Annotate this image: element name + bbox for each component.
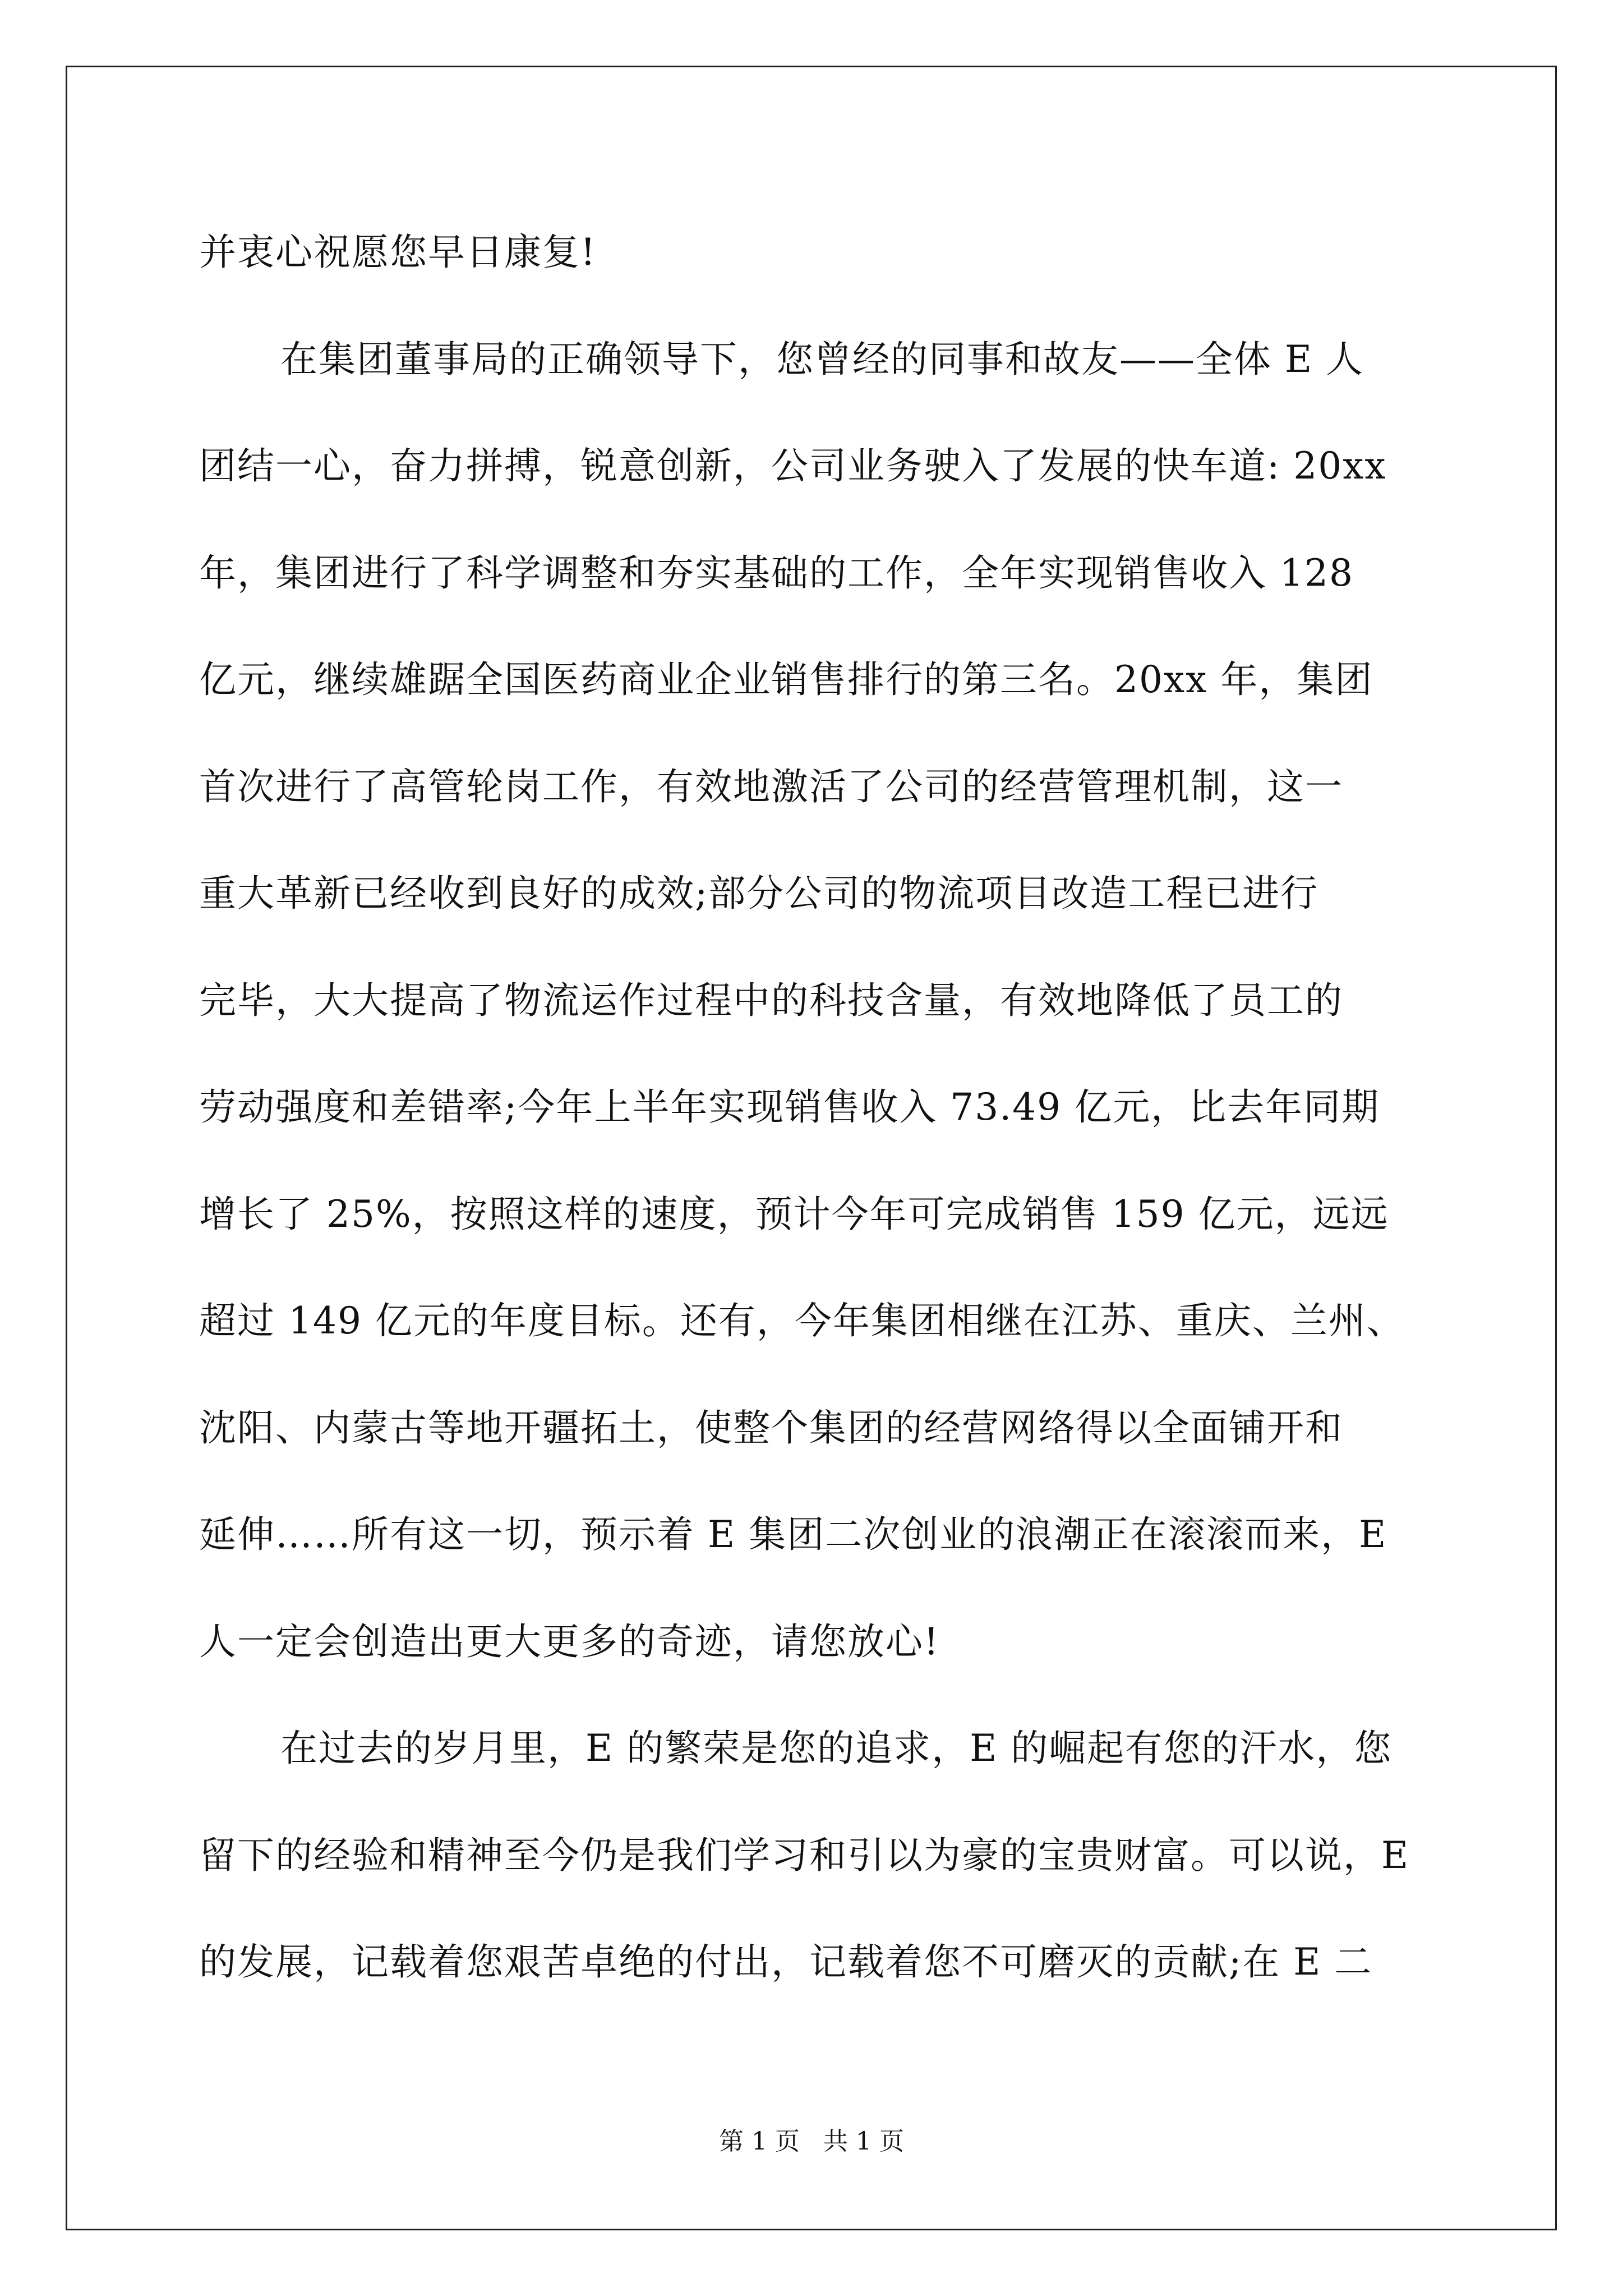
text-line: 人一定会创造出更大更多的奇迹，请您放心! (199, 1620, 940, 1663)
page-number-footer: 第 1 页 共 1 页 (719, 2127, 904, 2156)
text-line: 亿元，继续雄踞全国医药商业企业销售排行的第三名。20xx 年，集团 (199, 658, 1373, 701)
text-line: 沈阳、内蒙古等地开疆拓土，使整个集团的经营网络得以全面铺开和 (199, 1406, 1343, 1450)
page-border (66, 66, 1557, 2230)
text-line: 超过 149 亿元的年度目标。还有，今年集团相继在江苏、重庆、兰州、 (199, 1299, 1405, 1342)
text-line: 留下的经验和精神至今仍是我们学习和引以为豪的宝贵财富。可以说，E (199, 1834, 1410, 1877)
text-line: 增长了 25%，按照这样的速度，预计今年可完成销售 159 亿元，远远 (199, 1193, 1389, 1236)
text-line: 重大革新已经收到良好的成效;部分公司的物流项目改造工程已进行 (199, 872, 1319, 915)
text-line: 团结一心，奋力拼搏，锐意创新，公司业务驶入了发展的快车道: 20xx (199, 444, 1387, 487)
paragraph-start-line: 在过去的岁月里，E 的繁荣是您的追求，E 的崛起有您的汗水，您 (280, 1727, 1393, 1770)
text-line: 完毕，大大提高了物流运作过程中的科技含量，有效地降低了员工的 (199, 979, 1343, 1022)
text-line: 并衷心祝愿您早日康复! (199, 231, 597, 274)
text-line: 延伸……所有这一切，预示着 E 集团二次创业的浪潮正在滚滚而来，E (199, 1513, 1387, 1556)
text-line: 的发展，记载着您艰苦卓绝的付出，记载着您不可磨灭的贡献;在 E 二 (199, 1940, 1373, 1984)
text-line: 首次进行了高管轮岗工作，有效地激活了公司的经营管理机制，这一 (199, 765, 1343, 808)
text-line: 年，集团进行了科学调整和夯实基础的工作，全年实现销售收入 128 (199, 551, 1354, 595)
text-line: 劳动强度和差错率;今年上半年实现销售收入 73.49 亿元，比去年同期 (199, 1085, 1380, 1129)
paragraph-start-line: 在集团董事局的正确领导下，您曾经的同事和故友——全体 E 人 (280, 338, 1364, 381)
